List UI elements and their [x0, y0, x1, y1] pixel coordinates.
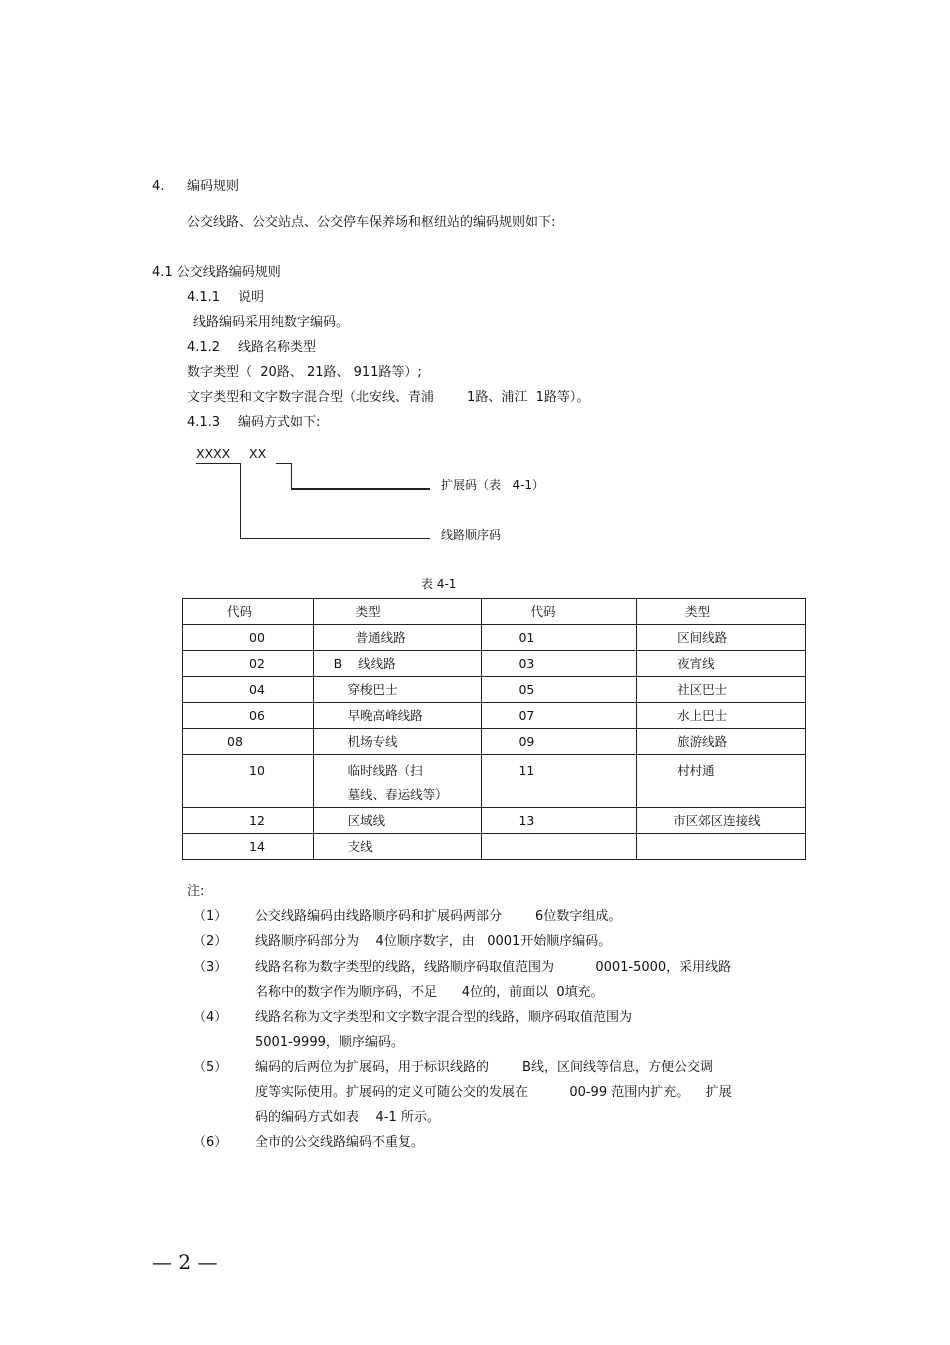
- cell-code: 05: [482, 677, 637, 703]
- note-number: （4）: [193, 1010, 228, 1025]
- cell-type: 早晚高峰线路: [313, 703, 482, 729]
- header-code: 代码: [482, 599, 637, 625]
- note-number: （1）: [193, 909, 228, 924]
- note-number: （2）: [193, 934, 228, 949]
- note-line: 5001-9999，顺序编码。: [255, 1035, 404, 1050]
- table-row: [183, 625, 806, 651]
- cell-type: 市区郊区连接线: [637, 808, 806, 834]
- note-line: 线路名称为文字类型和文字数字混合型的线路，顺序码取值范围为: [255, 1010, 633, 1025]
- table-row: [183, 677, 806, 703]
- header-type: 类型: [313, 599, 482, 625]
- note-line: 线路名称为数字类型的线路，线路顺序码取值范围为 0001-5000，采用线路: [255, 960, 732, 975]
- notes-title: 注:: [187, 884, 205, 899]
- table-row: [183, 729, 806, 755]
- section-title: 编码规则: [187, 179, 240, 194]
- code-ext: XX: [249, 446, 267, 461]
- page-number: — 2 —: [152, 1250, 218, 1274]
- s412-line2: 文字类型和文字数字混合型（北安线、青浦 1路、浦江 1路等）。: [187, 390, 590, 405]
- table-row: [183, 651, 806, 677]
- ext-bracket-top: [276, 463, 292, 464]
- table-row: [183, 834, 806, 860]
- cell-code: 00: [183, 625, 314, 651]
- ext-bracket-line: [291, 488, 430, 490]
- cell-type-line2: 墓线、春运线等）: [347, 787, 448, 802]
- note-line: 码的编码方式如表 4-1 所示。: [255, 1110, 440, 1125]
- cell-code: 08: [183, 729, 314, 755]
- s413-label: 4.1.3: [187, 415, 221, 430]
- cell-type: 普通线路: [313, 625, 482, 651]
- cell-type: 临时线路（扫 墓线、春运线等）: [313, 755, 482, 808]
- cell-code: 14: [183, 834, 314, 860]
- s412-title: 线路名称类型: [238, 340, 317, 355]
- note-line: 全市的公交线路编码不重复。: [255, 1135, 425, 1150]
- cell-code: 10: [183, 755, 314, 808]
- cell-code: 13: [482, 808, 637, 834]
- cell-type: [637, 834, 806, 860]
- cell-code: 03: [482, 651, 637, 677]
- note-number: （6）: [193, 1135, 228, 1150]
- s412-line1: 数字类型（ 20路、 21路、 911路等）;: [187, 365, 422, 380]
- cell-code: 12: [183, 808, 314, 834]
- cell-code: 02: [183, 651, 314, 677]
- table-caption: 表 4-1: [421, 577, 457, 591]
- table-row: [183, 755, 806, 808]
- seq-bracket-line: [240, 538, 430, 539]
- cell-type: 水上巴士: [637, 703, 806, 729]
- cell-code: 07: [482, 703, 637, 729]
- label-seq: 线路顺序码: [441, 528, 502, 542]
- section-number: 4.: [152, 179, 165, 194]
- cell-code: 01: [482, 625, 637, 651]
- note-line: 线路顺序码部分为 4位顺序数字，由 0001开始顺序编码。: [255, 934, 612, 949]
- note-line: 名称中的数字作为顺序码，不足 4位的，前面以 0填充。: [255, 985, 604, 1000]
- s411-title: 说明: [238, 290, 265, 305]
- cell-type: 区间线路: [637, 625, 806, 651]
- cell-code: 06: [183, 703, 314, 729]
- section-intro: 公交线路、公交站点、公交停车保养场和枢纽站的编码规则如下:: [187, 215, 556, 230]
- code-table: [182, 598, 806, 860]
- cell-type: 机场专线: [313, 729, 482, 755]
- s412-label: 4.1.2: [187, 340, 221, 355]
- cell-type: 穿梭巴士: [313, 677, 482, 703]
- cell-type: 旅游线路: [637, 729, 806, 755]
- s411-label: 4.1.1: [187, 290, 221, 305]
- cell-type: 村村通: [637, 755, 806, 808]
- subsection-title: 4.1 公交线路编码规则: [152, 265, 281, 280]
- table-row: [183, 703, 806, 729]
- cell-code: 11: [482, 755, 637, 808]
- note-line: 编码的后两位为扩展码，用于标识线路的 B线，区间线等信息，方便公交调: [255, 1060, 713, 1075]
- s411-text: 线路编码采用纯数字编码。: [193, 315, 350, 330]
- seq-bracket-top: [196, 463, 241, 464]
- cell-code: [482, 834, 637, 860]
- cell-type: 区域线: [313, 808, 482, 834]
- cell-type: 支线: [313, 834, 482, 860]
- note-line: 度等实际使用。扩展码的定义可随公交的发展在 00-99 范围内扩充。 扩展: [255, 1085, 732, 1100]
- cell-type: 社区巴士: [637, 677, 806, 703]
- cell-code: 04: [183, 677, 314, 703]
- seq-bracket-vertical: [240, 463, 241, 539]
- note-line: 公交线路编码由线路顺序码和扩展码两部分 6位数字组成。: [255, 909, 622, 924]
- header-code: 代码: [183, 599, 314, 625]
- s413-title: 编码方式如下:: [238, 415, 321, 430]
- note-number: （5）: [193, 1060, 228, 1075]
- note-number: （3）: [193, 960, 228, 975]
- table-row: [183, 808, 806, 834]
- code-main: XXXX: [196, 446, 231, 461]
- ext-bracket-vertical: [291, 463, 292, 490]
- cell-code: 09: [482, 729, 637, 755]
- header-type: 类型: [637, 599, 806, 625]
- cell-type: B 线线路: [313, 651, 482, 677]
- table-header-row: [183, 599, 806, 625]
- cell-type: 夜宵线: [637, 651, 806, 677]
- label-ext: 扩展码（表 4-1）: [441, 478, 545, 492]
